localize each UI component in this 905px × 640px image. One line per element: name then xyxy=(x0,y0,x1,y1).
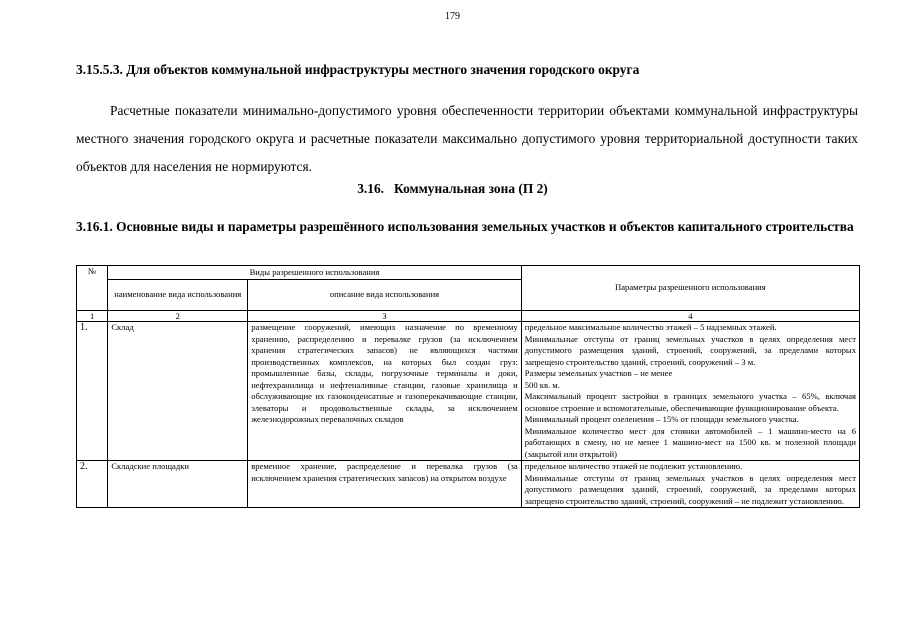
index-cell: 1 xyxy=(77,311,108,322)
row-number: 1. xyxy=(77,322,108,461)
header-use-description: описание вида использования xyxy=(248,280,522,311)
permitted-use-table xyxy=(76,265,860,508)
header-use-name: наименование вида использования xyxy=(108,280,248,311)
header-use-types: Виды разрешенного использования xyxy=(108,266,521,280)
use-parameters xyxy=(521,322,859,461)
index-cell: 4 xyxy=(521,311,859,322)
parameter-line: Минимальные отступы от границ земельных участков в целях определения мест допустимого размещения зданий, строений, сооружений, за пределами которых запрещено строительство зданий, строений, сооружений – не подлежит установлению. xyxy=(524,472,856,506)
use-description: временное хранение, распределение и перевалка грузов (за исключением хранения стратегических запасов) на открытом воздухе xyxy=(248,461,522,508)
body-paragraph xyxy=(76,97,858,181)
use-name: Складские площадки xyxy=(108,461,248,508)
parameter-line: предельное максимальное количество этажей – 5 надземных этажей. xyxy=(524,322,777,332)
table-row xyxy=(77,461,860,508)
section-heading-3-16-1: 3.16.1. Основные виды и параметры разрешённого использования земельных участков и объектов капитального строительства xyxy=(76,219,854,234)
table-row xyxy=(77,322,860,461)
index-cell: 2 xyxy=(108,311,248,322)
paragraph-text: Расчетные показатели минимально-допустимого уровня обеспеченности территории объектами коммунальной инфраструктуры местного значения городского округа и расчетные показатели максимально допустимого уровня территориальной доступности таких объектов для населения не нормируются. xyxy=(76,103,858,174)
parameter-line: предельное количество этажей не подлежит установлению. xyxy=(524,461,743,471)
parameter-line: 500 кв. м. xyxy=(524,379,560,390)
parameter-line: Размеры земельных участков – не менее xyxy=(524,368,673,378)
section-heading-3-16: 3.16. Коммунальная зона (П 2) xyxy=(357,181,548,196)
use-description: размещение сооружений, имеющих назначение по временному хранению, распределению и перевалке грузов (за исключением хранения стратегических запасов) не являющихся частями производственных комплексов, на которых был создан груз: промышленные базы, склады, погрузочные терминалы и доки, нефтехранилища и нефтеналивные станции, газовые хранилища и обслуживающие их газоконденсатные и газоперекачивающие станции, элеваторы и продовольственные склады, за исключением железнодорожных перевалочных складов xyxy=(248,322,522,461)
page-number: 179 xyxy=(445,11,460,22)
use-parameters xyxy=(521,461,859,508)
parameter-line: Минимальные отступы от границ земельных участков в целях определения мест допустимого размещения зданий, строений, сооружений, за пределами которых запрещено строительство зданий, строений, сооружений – 3 м. xyxy=(524,333,856,367)
use-name: Склад xyxy=(108,322,248,461)
section-heading-3-15-5-3: 3.15.5.3. Для объектов коммунальной инфраструктуры местного значения городского округа xyxy=(76,62,640,77)
parameter-line: Минимальный процент озеленения – 15% от площади земельного участка. xyxy=(524,414,799,424)
index-cell: 3 xyxy=(248,311,522,322)
header-number: № xyxy=(77,266,108,311)
header-parameters: Параметры разрешенного использования xyxy=(521,266,859,311)
parameter-line: Минимальное количество мест для стоянки автомобилей – 1 машино-место на 6 работающих в смену, но не менее 1 машино-мест на 1500 кв. м полезной площади (закрытой или открытой) xyxy=(524,425,856,459)
row-number: 2. xyxy=(77,461,108,508)
parameter-line: Максимальный процент застройки в границах земельного участка – 65%, включая основное строение и вспомогательные, обеспечивающие функционирование объекта. xyxy=(524,391,856,413)
